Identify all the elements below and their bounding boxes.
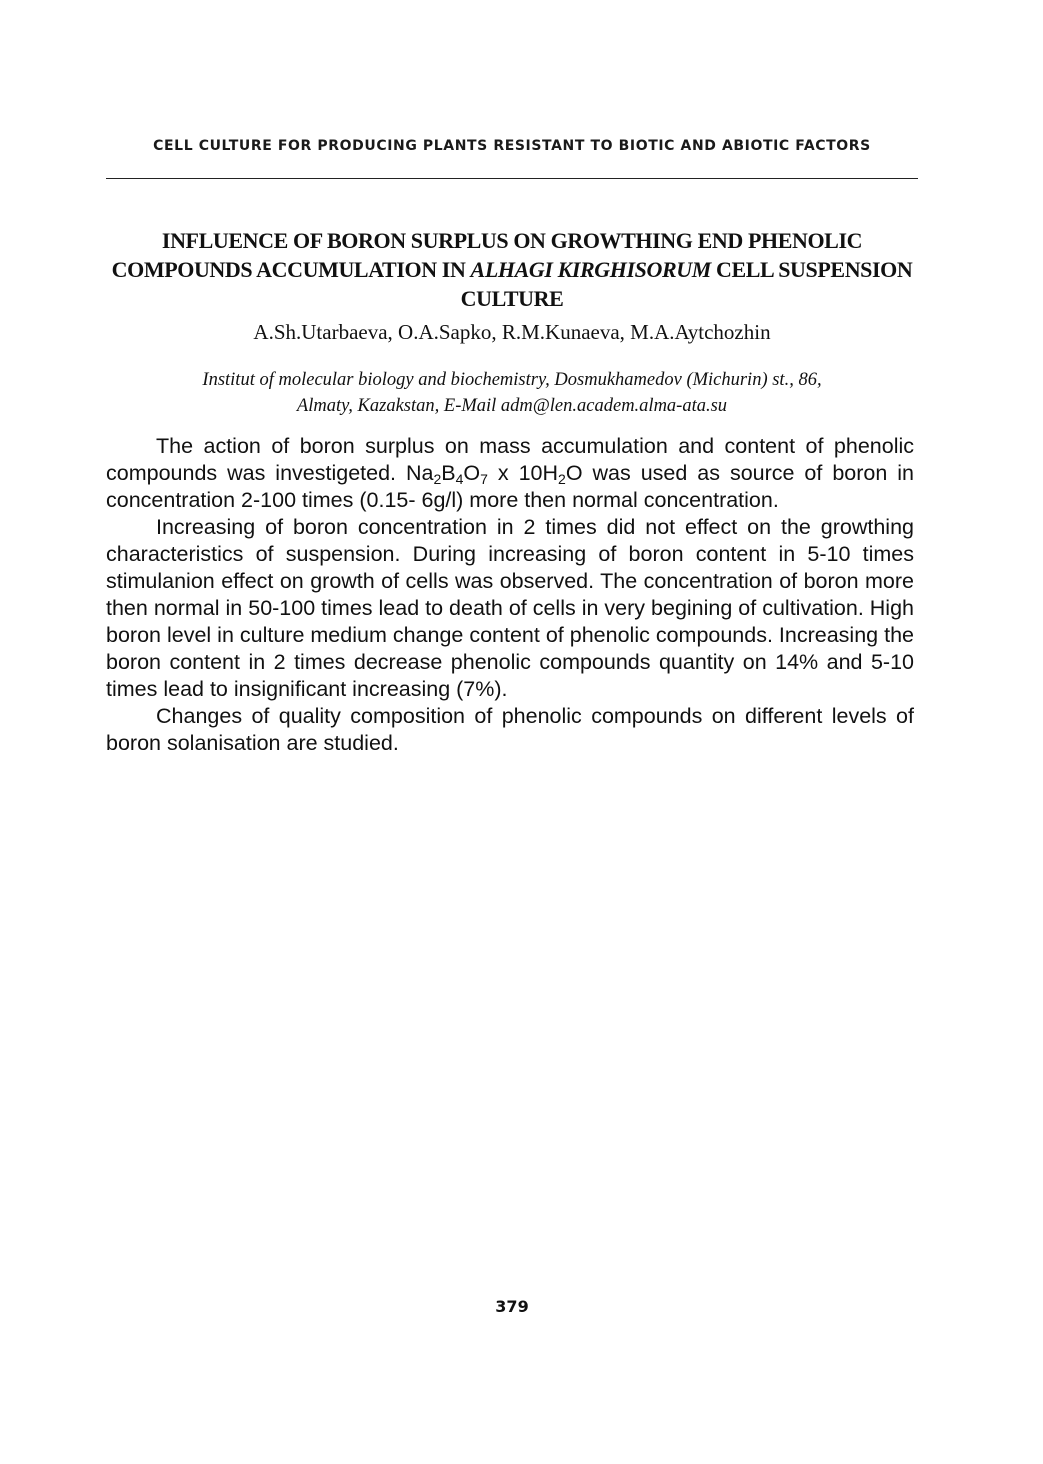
paragraph-1-text: O	[463, 461, 481, 485]
subscript: 2	[433, 471, 442, 487]
abstract-body	[106, 433, 914, 757]
paragraph-1-text: B	[441, 461, 456, 485]
paragraph-1-text: The action of boron surplus on mass accumulation and content of phenolic compounds was investigeted. Na	[106, 434, 914, 485]
subscript: 2	[558, 471, 566, 487]
affiliation-line-2: Almaty, Kazakstan, E-Mail adm@len.academ.alma-ata.su	[296, 396, 728, 416]
paragraph-1-text: x 10H	[487, 461, 559, 485]
article-title	[106, 226, 918, 313]
paragraph-1	[106, 433, 914, 514]
running-header: CELL CULTURE FOR PRODUCING PLANTS RESISTANT TO BIOTIC AND ABIOTIC FACTORS	[153, 138, 871, 154]
title-species-name: ALHAGI KIRGHISORUM	[470, 257, 711, 282]
header-divider	[106, 178, 918, 179]
affiliation	[106, 367, 918, 419]
paragraph-1-text: O was used as source of boron in concentration 2-100 times (0.15- 6g/l) more then normal concentration.	[106, 461, 915, 512]
affiliation-line-1: Institut of molecular biology and biochemistry, Dosmukhamedov (Michurin) st., 86,	[202, 370, 822, 390]
title-text-end: CELL SUSPENSION CULTURE	[460, 257, 913, 311]
title-text: INFLUENCE OF BORON SURPLUS ON GROWTHING END PHENOLIC COMPOUNDS ACCUMULATION IN	[111, 228, 863, 282]
paragraph-2: Increasing of boron concentration in 2 times did not effect on the growthing characteristics of suspension. During increasing of boron content in 5-10 times stimulanion effect on growth of cells was observed. The concentration of boron more then normal in 50-100 times lead to death of cells in very begining of cultivation. High boron level in culture medium change content of phenolic compounds. Increasing the boron content in 2 times decrease phenolic compounds quantity on 14% and 5-10 times lead to insignificant increasing (7%).	[106, 515, 914, 701]
paragraph-3: Changes of quality composition of phenolic compounds on different levels of boron solanisation are studied.	[106, 704, 914, 755]
page-number: 379	[495, 1297, 529, 1316]
subscript: 7	[480, 471, 488, 487]
subscript: 4	[455, 471, 464, 487]
author-list: A.Sh.Utarbaeva, O.A.Sapko, R.M.Kunaeva, M.A.Aytchozhin	[253, 320, 771, 344]
